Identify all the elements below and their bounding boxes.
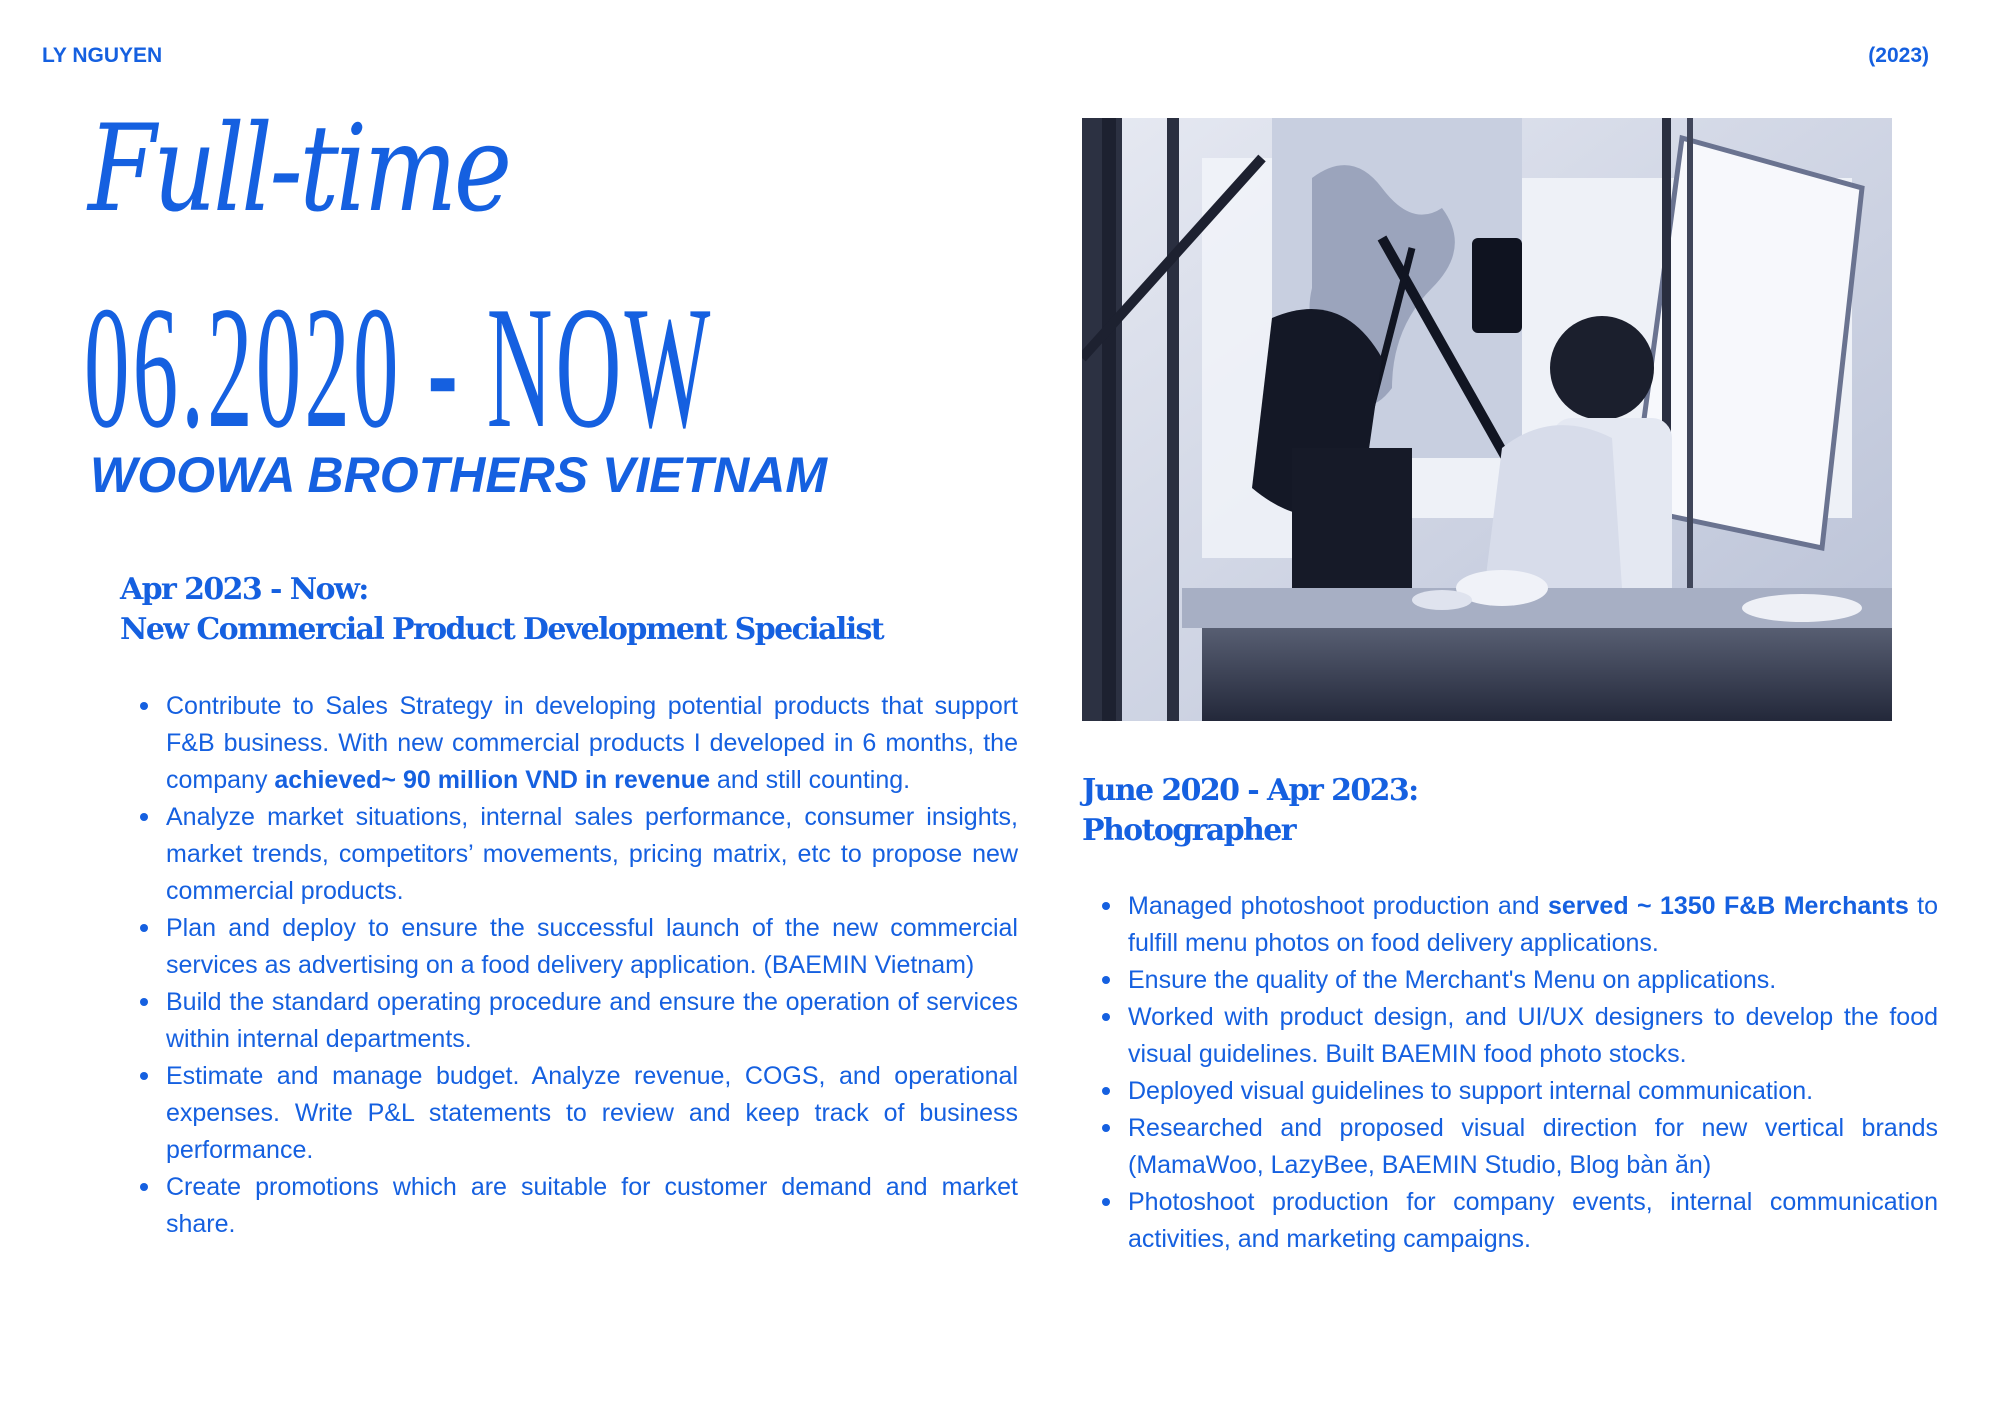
role-title: New Commercial Product Development Specialist (120, 612, 884, 647)
duty-item: Analyze market situations, internal sales performance, consumer insights, market trends, competitors’ movements, pricing matrix, etc to propose new commercial products. (166, 799, 1018, 910)
duty-item: Create promotions which are suitable for customer demand and market share. (166, 1169, 1018, 1243)
role-heading-specialist (120, 570, 883, 650)
photo-illustration (1082, 118, 1892, 721)
duty-item: Plan and deploy to ensure the successful launch of the new commercial services as advertising on a food delivery application. (BAEMIN Vietnam) (166, 910, 1018, 984)
author-name: LY NGUYEN (42, 44, 163, 67)
duty-item: Ensure the quality of the Merchant's Menu on applications. (1128, 962, 1938, 999)
role-period: June 2020 - Apr 2023: (1082, 773, 1418, 808)
duty-item: Managed photoshoot production and served ~ 1350 F&B Merchants to fulfill menu photos on food delivery applications. (1128, 888, 1938, 962)
duty-item: Photoshoot production for company events, internal communication activities, and marketing campaigns. (1128, 1184, 1938, 1258)
document-year: (2023) (1868, 44, 1929, 67)
duty-item: Deployed visual guidelines to support internal communication. (1128, 1073, 1938, 1110)
duty-item: Build the standard operating procedure and ensure the operation of services within internal departments. (166, 984, 1018, 1058)
duties-list-photographer (1082, 888, 1938, 1258)
duty-item: Estimate and manage budget. Analyze revenue, COGS, and operational expenses. Write P&L statements to review and keep track of business performance. (166, 1058, 1018, 1169)
employment-date-range: 06.2020 - NOW (84, 270, 714, 464)
duty-item: Researched and proposed visual direction for new vertical brands (MamaWoo, LazyBee, BAEMIN Studio, Blog bàn ăn) (1128, 1110, 1938, 1184)
role-title: Photographer (1082, 813, 1295, 848)
role-period: Apr 2023 - Now: (120, 572, 368, 607)
studio-photoshoot-photo (1082, 118, 1892, 721)
company-name: WOOWA BROTHERS VIETNAM (90, 447, 828, 503)
duty-item: Contribute to Sales Strategy in developing potential products that support F&B business. With new commercial products I developed in 6 months, the company achieved~ 90 million VND in revenue and still counting. (166, 688, 1018, 799)
role-heading-photographer (1082, 771, 1418, 851)
duty-item: Worked with product design, and UI/UX designers to develop the food visual guidelines. Built BAEMIN food photo stocks. (1128, 999, 1938, 1073)
employment-type-title: Full-time (88, 100, 509, 239)
duties-list-specialist (120, 688, 1018, 1243)
